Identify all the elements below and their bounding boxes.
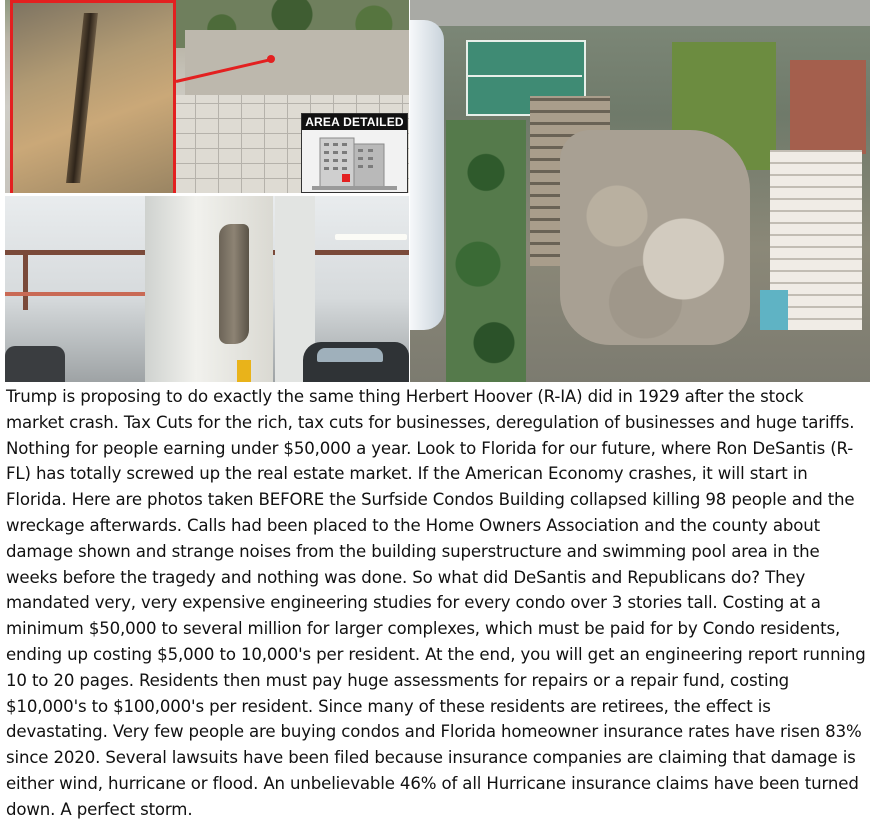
area-detailed-badge <box>301 113 408 193</box>
vertical-pipe <box>23 250 28 310</box>
damaged-column <box>145 196 273 382</box>
spalled-concrete <box>219 224 249 344</box>
crack <box>66 13 98 183</box>
trees <box>446 120 526 382</box>
area-detailed-label: AREA DETAILED <box>302 114 407 130</box>
swimming-pool <box>760 290 788 330</box>
street <box>410 0 870 26</box>
garage-column-photo <box>5 196 409 382</box>
red-roof-building <box>790 60 866 154</box>
neighbouring-tower <box>410 20 444 330</box>
wall-crack-photo <box>5 0 409 193</box>
yellow-curb <box>237 360 251 382</box>
aerial-collapse-photo <box>410 0 870 382</box>
car-window <box>317 348 383 362</box>
pointer-dot <box>267 55 275 63</box>
parked-car <box>5 346 65 382</box>
photo-collage <box>0 0 870 382</box>
post-text: Trump is proposing to do exactly the same thing Herbert Hoover (R-IA) did in 1929 after the stock market crash. Tax Cuts for the rich, tax cuts for businesses, deregulation of businesses and huge tariffs. Nothing for people earning under $50,000 a year. Look to Florida for our future, where Ron DeSantis (R-FL) has totally screwed up the real estate market. If the American Economy crashes, it will start in Florida. Here are photos taken BEFORE the Surfside Condos Building collapsed killing 98 people and the wreckage afterwards. Calls had been placed to the Home Owners Association and the county about damage shown and strange noises from the building superstructure and swimming pool area in the weeks before the tragedy and nothing was done. So what did DeSantis and Republicans do? They mandated very, very expensive engineering studies for every condo over 3 stories tall. Costing at a minimum $50,000 to several million for larger complexes, which must be paid for by Condo residents, ending up costing $5,000 to 10,000's per resident. At the end, you will get an engineering report running 10 to 20 pages. Residents then must pay huge assessments for repairs or a repair fund, costing $10,000's to $100,000's per resident. Since many of these residents are retirees, the effect is devastating. Very few people are buying condos and Florida homeowner insurance rates have risen 83% since 2020. Several lawsuits have been filed because insurance companies are claiming that damage is either wind, hurricane or flood. An unbelievable 46% of all Hurricane insurance claims have been turned down. A perfect storm. <box>6 387 866 819</box>
collapse-rubble <box>560 130 750 345</box>
ceiling-light <box>335 234 407 240</box>
concrete-ledge <box>185 30 409 100</box>
court-line <box>466 75 582 77</box>
ceiling-pipe <box>5 292 165 296</box>
building-thumbnail-icon <box>302 130 407 192</box>
crack-closeup-inset <box>10 0 176 193</box>
